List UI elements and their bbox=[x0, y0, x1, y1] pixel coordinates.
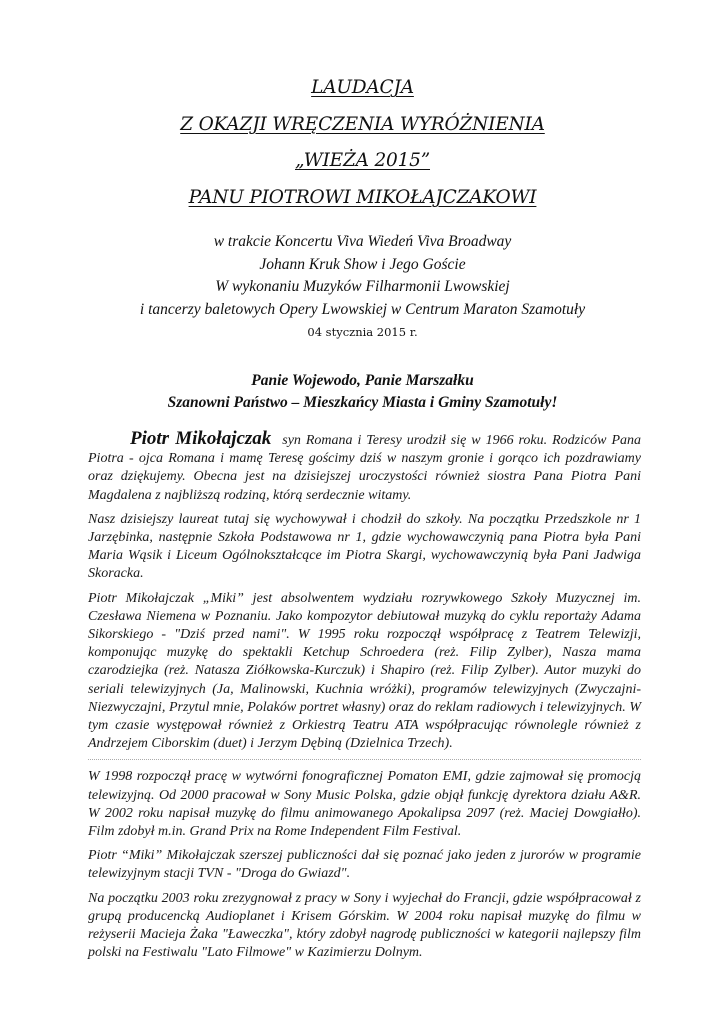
paragraph-6: Na początku 2003 roku zrezygnował z pracy w Sony i wyjechał do Francji, gdzie współpracował z grupą producencką Audioplanet i Krisem Górskim. W 2004 roku napisał muzykę do filmu w reżyserii Macieja Żaka "Ławeczka", który zdobył nagrodę publiczności w kategorii najlepszy film polski na Festiwalu "Lato Filmowe" w Kazimierzu Dolnym. bbox=[88, 890, 641, 961]
event-line-3: W wykonaniu Muzyków Filharmonii Lwowskiej bbox=[215, 278, 510, 295]
title-line-1: LAUDACJA bbox=[311, 77, 414, 98]
event-line-2: Johann Kruk Show i Jego Goście bbox=[259, 255, 466, 273]
event-date: 04 stycznia 2015 r. bbox=[307, 325, 418, 339]
event-line-4: i tancerzy baletowych Opery Lwowskiej w Centrum Maraton Szamotuły bbox=[139, 300, 586, 318]
title-line-3: „WIEŻA 2015” bbox=[295, 150, 430, 171]
document-title bbox=[0, 70, 725, 216]
paragraph-4: W 1998 rozpoczął pracę w wytwórni fonograficznej Pomaton EMI, gdzie zajmował się promocją telewizyjną. Od 2000 pracował w Sony Music Polska, gdzie objął funkcję dyrektora działu A&R. W 2002 roku napisał muzykę do filmu animowanego Apokalipsa 2097 (reż. Maciej Dowgiałło). Film zdobył m.in. Grand Prix na Rome Independent Film Festival. bbox=[88, 769, 641, 840]
greeting-line-1: Panie Wojewodo, Panie Marszałku bbox=[251, 372, 474, 389]
paragraph-5: Piotr “Miki” Mikołajczak szerszej publiczności dał się poznać jako jeden z jurorów w programie telewizyjnym stacji TVN - "Droga do Gwiazd". bbox=[88, 848, 641, 882]
title-line-2: Z OKAZJI WRĘCZENIA WYRÓŻNIENIA bbox=[180, 113, 545, 135]
greeting bbox=[0, 370, 725, 414]
paragraph-1 bbox=[88, 430, 641, 505]
event-description bbox=[0, 231, 725, 342]
paragraph-3: Piotr Mikołajczak „Miki” jest absolwentem wydziału rozrywkowego Szkoły Muzycznej im. Czesława Niemena w Poznaniu. Jako kompozytor debiutował muzyką do cyklu reportaży Adama Sikorskiego - "Dziś przed nami". W 1995 roku rozpoczął współpracę z Teatrem Telewizji, komponując muzykę do spektakli Ketchup Schroedera (reż. Filip Zylber), Nasza mama czarodziejka (reż. Natasza Ziółkowska-Kurczuk) i Shapiro (reż. Filip Zylber). Autor muzyki do seriali telewizyjnych (Ja, Malinowski, Kuchnia wróżki), programów telewizyjnych (Zwyczajni-Niezwyczajni, Przytul mnie, Polaków portret własny) oraz do reklam radiowych i telewizyjnych. W tym czasie występował również z Orkiestrą Teatru ATA współpracując równolegle również z Andrzejem Ciborskim (duet) i Jerzym Dębiną (Dzielnica Trzech). bbox=[88, 590, 641, 752]
paragraph-divider bbox=[88, 759, 641, 760]
paragraph-1-text: syn Romana i Teresy urodził się w 1966 roku. Rodziców Pana Piotra - ojca Romana i mamę Teresę gościmy dziś w naszym gronie i gorąco ich pozdrawiamy oraz dziękujemy. Obecna jest na dzisiejszej uroczystości również siostra Pana Piotra Pani Magdalena z najbliższą rodziną, którą serdecznie witamy. bbox=[88, 433, 642, 503]
laureate-name: Piotr Mikołajczak bbox=[130, 428, 272, 449]
body-text bbox=[88, 430, 641, 968]
greeting-line-2: Szanowni Państwo – Mieszkańcy Miasta i Gminy Szamotuły! bbox=[167, 394, 558, 411]
event-line-1: w trakcie Koncertu Viva Wiedeń Viva Broadway bbox=[213, 233, 512, 250]
title-line-4: PANU PIOTROWI MIKOŁAJCZAKOWI bbox=[188, 186, 537, 208]
paragraph-2: Nasz dzisiejszy laureat tutaj się wychowywał i chodził do szkoły. Na początku Przedszkole nr 1 Jarzębinka, następnie Szkoła Podstawowa nr 1, gdzie wychowawczynią pana Piotra była Pani Maria Wąsik i Liceum Ogólnokształcące im Piotra Skargi, wychowawczynią była Pani Jadwiga Skoracka. bbox=[88, 511, 641, 582]
